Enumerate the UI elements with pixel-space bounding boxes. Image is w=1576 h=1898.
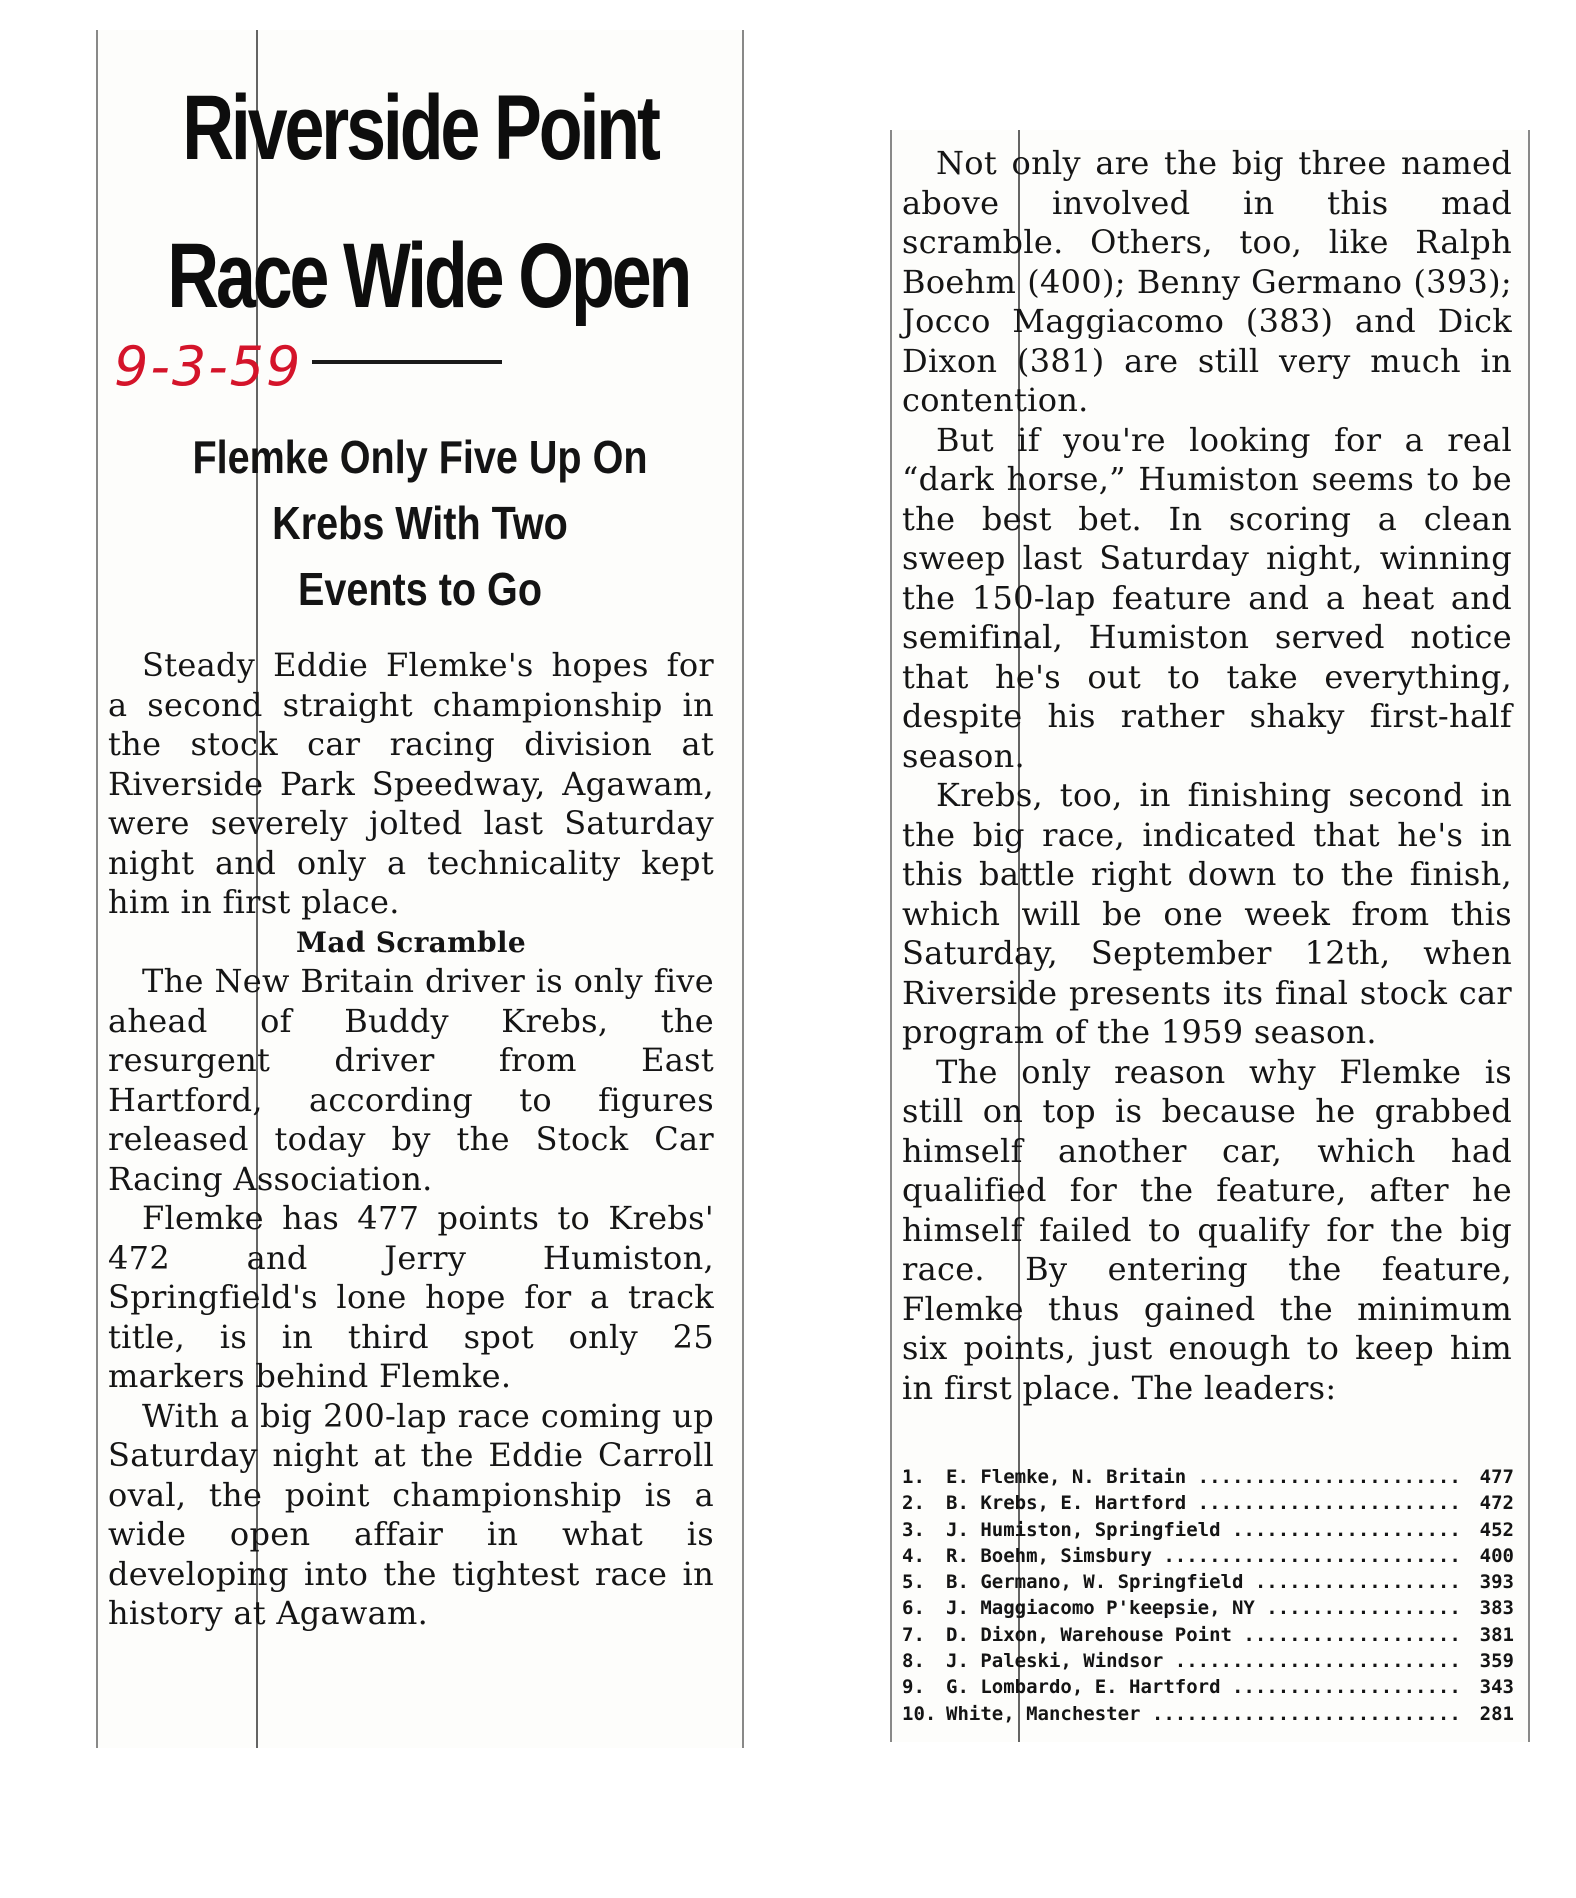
standing-rank: 3. [902,1518,925,1541]
article-paragraph: Steady Eddie Flemke's hopes for a second straight championship in the stock car racing division at Riverside Park Speedway, Agawam, were severely jolted last Saturday night and only a technicality kept him in first place. [108,646,714,921]
standings-row [902,1701,1514,1727]
standing-driver: R. Boehm, Simsbury ..... [946,1543,1464,1569]
headline-line-2: Race Wide Open [167,225,690,327]
standing-rank: 6. [902,1597,925,1620]
standing-driver: J. Maggiacomo P'keepsie, NY ..... [946,1595,1464,1621]
standings-row [902,1490,1514,1516]
standing-points: 281 [1479,1702,1514,1725]
standing-rank: 1. [902,1466,925,1488]
article-paragraph: The New Britain driver is only five ahead of Buddy Krebs, the resurgent driver from East Hartford, according to figures released today by the Stock Car Racing Association. [108,962,714,1198]
standing-driver: B. Krebs, E. Hartford ..... [946,1490,1464,1516]
standing-points: 393 [1479,1571,1514,1594]
standing-rank: 2. [902,1492,925,1515]
subhead-line-2: Krebs With Two [272,497,568,549]
standing-rank: 9. [902,1676,925,1699]
standings-row [902,1648,1514,1674]
article-paragraph: The only reason why Flemke is still on top is because he grabbed himself another car, which had qualified for the feature, after he himself failed to qualify for the big race. By entering the feature, Flemke thus gained the minimum six points, just enough to keep him in first place. The leaders: [902,1052,1512,1407]
left-clipping [96,30,744,1748]
standing-rank: 4. [902,1544,925,1567]
standings-row [902,1569,1514,1595]
standing-driver: J. Paleski, Windsor ..... [946,1648,1464,1674]
article-paragraph: Krebs, too, in finishing second in the big race, indicated that he's in this battle right down to the finish, which will be one week from this Saturday, September 12th, when Riverside presents its final stock car program of the 1959 season. [902,776,1512,1051]
right-column-body [902,144,1512,1408]
left-column-body [108,646,714,1634]
standings-table [902,1464,1514,1727]
standing-points: 477 [1479,1466,1514,1488]
standing-points: 400 [1479,1544,1514,1567]
standing-points: 343 [1479,1676,1514,1699]
standings-row [902,1464,1514,1490]
standing-points: 359 [1479,1650,1514,1673]
standing-driver: E. Flemke, N. Britain ..... [946,1464,1464,1490]
standing-points: 383 [1479,1597,1514,1620]
crosshead: Mad Scramble [296,925,526,959]
standing-rank: 7. [902,1623,925,1646]
standing-points: 381 [1479,1623,1514,1646]
standings-row [902,1543,1514,1569]
standing-driver: White, Manchester ..... [946,1701,1464,1727]
clipping-edge-right [742,30,744,1748]
standing-rank: 5. [902,1571,925,1594]
standing-rank: 10. [902,1702,937,1725]
standings-row [902,1674,1514,1700]
standing-driver: G. Lombardo, E. Hartford ..... [946,1674,1464,1700]
standing-driver: J. Humiston, Springfield ..... [946,1517,1464,1543]
standing-points: 472 [1479,1492,1514,1515]
subhead-line-1: Flemke Only Five Up On [192,431,648,483]
headline-rule [312,360,502,364]
article-paragraph: Flemke has 477 points to Krebs' 472 and Jerry Humiston, Springfield's lone hope for a track title, is in third spot only 25 markers behind Flemke. [108,1199,714,1395]
article-paragraph: With a big 200-lap race coming up Saturday night at the Eddie Carroll oval, the point championship is a wide open affair in what is developing into the tightest race in history at Agawam. [108,1396,714,1632]
standing-driver: B. Germano, W. Springfield ..... [946,1569,1464,1595]
handwritten-date: 9-3-59 [114,335,303,398]
clipping-edge-left [96,30,98,1748]
standing-driver: D. Dixon, Warehouse Point ..... [946,1622,1464,1648]
article-paragraph: Not only are the big three named above involved in this mad scramble. Others, too, like Ralph Boehm (400); Benny Germano (393); Jocco Maggiacomo (383) and Dick Dixon (381) are still very much in contention. [902,144,1512,419]
standings-row [902,1595,1514,1621]
subhead-line-3: Events to Go [298,563,542,615]
standing-rank: 8. [902,1650,925,1673]
clipping-edge-left [890,130,892,1742]
standings-row [902,1622,1514,1648]
clipping-edge-right [1528,130,1530,1742]
article-paragraph: But if you're looking for a real “dark horse,” Humiston seems to be the best bet. In scoring a clean sweep last Saturday night, winning the 150-lap feature and a heat and semifinal, Humiston served notice that he's out to take everything, despite his rather shaky first-half season. [902,420,1512,775]
right-clipping [890,130,1530,1742]
standing-points: 452 [1479,1518,1514,1541]
standings-row [902,1517,1514,1543]
headline-line-1: Riverside Point [182,77,658,179]
